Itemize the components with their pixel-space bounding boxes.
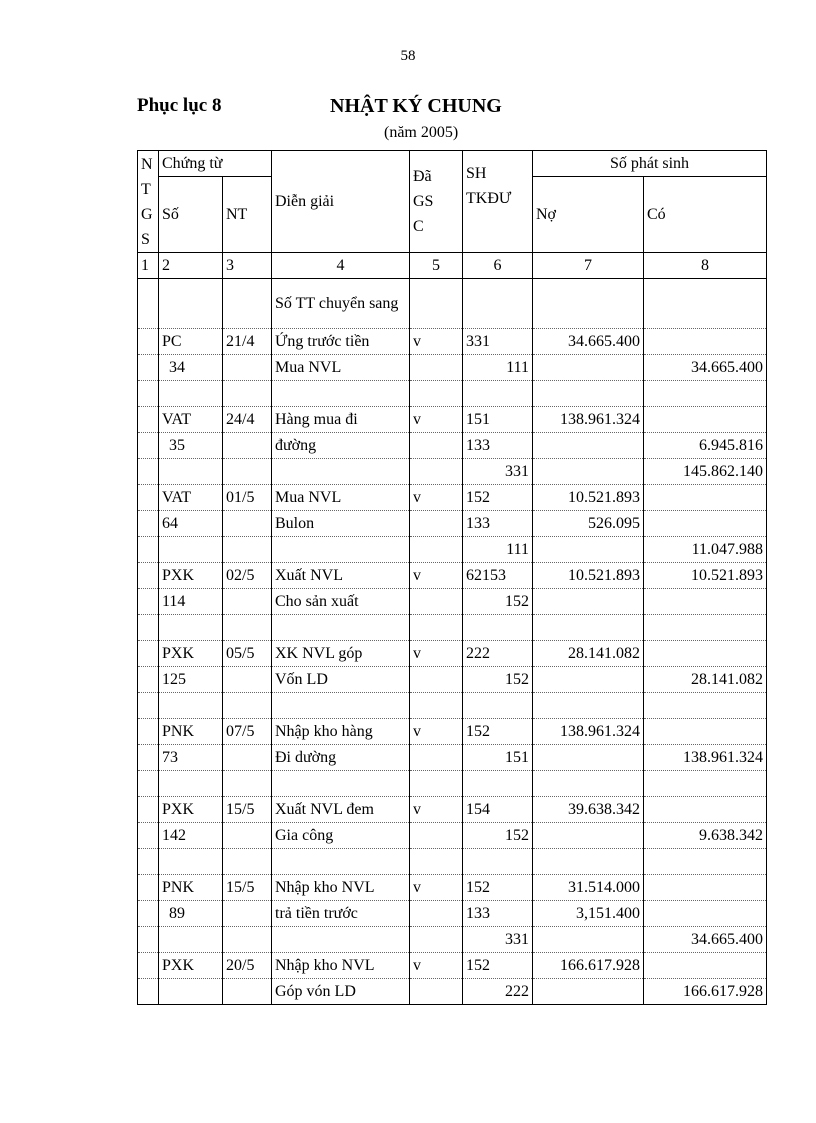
cell-tkdu: 133 bbox=[463, 433, 533, 459]
col-num-8: 8 bbox=[644, 253, 767, 279]
cell-dien-giai bbox=[272, 849, 410, 875]
cell-no: 3,151.400 bbox=[533, 901, 644, 927]
table-row bbox=[138, 485, 767, 511]
cell-ntgs bbox=[138, 537, 159, 563]
cell-no bbox=[533, 667, 644, 693]
cell-co bbox=[644, 901, 767, 927]
page-title: NHẬT KÝ CHUNG bbox=[330, 95, 502, 117]
appendix-label: Phục lục 8 bbox=[137, 95, 222, 116]
cell-dien-giai: Đi dường bbox=[272, 745, 410, 771]
header-ntgs-4: S bbox=[141, 230, 150, 248]
cell-nt bbox=[223, 279, 272, 329]
cell-nt: 20/5 bbox=[223, 953, 272, 979]
cell-dien-giai bbox=[272, 537, 410, 563]
journal-table bbox=[137, 150, 767, 1005]
cell-no bbox=[533, 355, 644, 381]
cell-so bbox=[159, 381, 223, 407]
table-row bbox=[138, 381, 767, 407]
cell-da-gsc bbox=[410, 381, 463, 407]
cell-dien-giai: Nhập kho hàng bbox=[272, 719, 410, 745]
cell-ntgs bbox=[138, 355, 159, 381]
cell-so: VAT bbox=[159, 485, 223, 511]
cell-no: 138.961.324 bbox=[533, 407, 644, 433]
cell-da-gsc bbox=[410, 901, 463, 927]
cell-dien-giai bbox=[272, 459, 410, 485]
cell-nt: 24/4 bbox=[223, 407, 272, 433]
cell-no: 10.521.893 bbox=[533, 485, 644, 511]
cell-no bbox=[533, 537, 644, 563]
cell-tkdu: 152 bbox=[463, 823, 533, 849]
cell-so bbox=[159, 979, 223, 1005]
cell-ntgs bbox=[138, 511, 159, 537]
cell-co: 28.141.082 bbox=[644, 667, 767, 693]
cell-no: 31.514.000 bbox=[533, 875, 644, 901]
cell-no bbox=[533, 979, 644, 1005]
cell-so: PC bbox=[159, 329, 223, 355]
cell-so: PXK bbox=[159, 563, 223, 589]
cell-co: 166.617.928 bbox=[644, 979, 767, 1005]
header-ntgs bbox=[138, 151, 159, 253]
cell-co bbox=[644, 279, 767, 329]
cell-da-gsc: v bbox=[410, 563, 463, 589]
cell-dien-giai bbox=[272, 381, 410, 407]
cell-so: VAT bbox=[159, 407, 223, 433]
cell-tkdu: 151 bbox=[463, 407, 533, 433]
cell-no: 28.141.082 bbox=[533, 641, 644, 667]
cell-da-gsc bbox=[410, 355, 463, 381]
cell-da-gsc: v bbox=[410, 719, 463, 745]
header-da-gsc bbox=[410, 151, 463, 253]
cell-dien-giai: đường bbox=[272, 433, 410, 459]
table-row bbox=[138, 563, 767, 589]
cell-dien-giai: Mua NVL bbox=[272, 355, 410, 381]
cell-tkdu bbox=[463, 279, 533, 329]
header-ntgs-2: T bbox=[141, 180, 151, 198]
cell-dien-giai: Số TT chuyển sang bbox=[272, 279, 410, 329]
cell-co: 34.665.400 bbox=[644, 355, 767, 381]
cell-no bbox=[533, 279, 644, 329]
cell-no bbox=[533, 771, 644, 797]
cell-da-gsc bbox=[410, 589, 463, 615]
cell-dien-giai bbox=[272, 615, 410, 641]
cell-tkdu: 62153 bbox=[463, 563, 533, 589]
cell-tkdu bbox=[463, 615, 533, 641]
cell-nt: 15/5 bbox=[223, 875, 272, 901]
header-sh-tkdu-2: TKĐƯ bbox=[466, 190, 512, 207]
table-row bbox=[138, 719, 767, 745]
cell-so: 142 bbox=[159, 823, 223, 849]
cell-so bbox=[159, 849, 223, 875]
cell-da-gsc bbox=[410, 511, 463, 537]
cell-dien-giai: trả tiền trước bbox=[272, 901, 410, 927]
cell-no: 138.961.324 bbox=[533, 719, 644, 745]
cell-da-gsc bbox=[410, 849, 463, 875]
cell-so: 114 bbox=[159, 589, 223, 615]
cell-so: 125 bbox=[159, 667, 223, 693]
cell-nt bbox=[223, 823, 272, 849]
cell-tkdu: 152 bbox=[463, 875, 533, 901]
cell-da-gsc: v bbox=[410, 797, 463, 823]
cell-da-gsc bbox=[410, 979, 463, 1005]
cell-nt bbox=[223, 433, 272, 459]
cell-nt: 21/4 bbox=[223, 329, 272, 355]
cell-so bbox=[159, 279, 223, 329]
cell-tkdu: 111 bbox=[463, 537, 533, 563]
header-da-gsc-2: GS bbox=[413, 193, 434, 210]
cell-dien-giai: Hàng mua đi bbox=[272, 407, 410, 433]
cell-so: 34 bbox=[159, 355, 223, 381]
cell-dien-giai: Mua NVL bbox=[272, 485, 410, 511]
cell-tkdu: 111 bbox=[463, 355, 533, 381]
cell-ntgs bbox=[138, 719, 159, 745]
cell-nt: 15/5 bbox=[223, 797, 272, 823]
table-row bbox=[138, 511, 767, 537]
cell-da-gsc bbox=[410, 279, 463, 329]
table-row bbox=[138, 797, 767, 823]
cell-ntgs bbox=[138, 485, 159, 511]
cell-co: 6.945.816 bbox=[644, 433, 767, 459]
cell-so: PXK bbox=[159, 641, 223, 667]
cell-tkdu: 152 bbox=[463, 667, 533, 693]
cell-co bbox=[644, 849, 767, 875]
cell-da-gsc: v bbox=[410, 875, 463, 901]
cell-da-gsc bbox=[410, 459, 463, 485]
cell-no bbox=[533, 459, 644, 485]
cell-co bbox=[644, 381, 767, 407]
header-dien-giai: Diễn giải bbox=[272, 151, 410, 253]
cell-dien-giai: Góp vón LD bbox=[272, 979, 410, 1005]
cell-no bbox=[533, 589, 644, 615]
cell-dien-giai: Xuất NVL bbox=[272, 563, 410, 589]
cell-tkdu bbox=[463, 849, 533, 875]
cell-da-gsc: v bbox=[410, 407, 463, 433]
cell-nt: 01/5 bbox=[223, 485, 272, 511]
cell-nt: 05/5 bbox=[223, 641, 272, 667]
cell-da-gsc bbox=[410, 927, 463, 953]
cell-ntgs bbox=[138, 849, 159, 875]
cell-no bbox=[533, 745, 644, 771]
cell-no: 526.095 bbox=[533, 511, 644, 537]
cell-dien-giai bbox=[272, 771, 410, 797]
cell-tkdu bbox=[463, 381, 533, 407]
cell-no: 10.521.893 bbox=[533, 563, 644, 589]
cell-nt: 07/5 bbox=[223, 719, 272, 745]
col-num-7: 7 bbox=[533, 253, 644, 279]
cell-ntgs bbox=[138, 979, 159, 1005]
table-row bbox=[138, 279, 767, 329]
cell-tkdu bbox=[463, 693, 533, 719]
cell-dien-giai: XK NVL góp bbox=[272, 641, 410, 667]
cell-ntgs bbox=[138, 797, 159, 823]
cell-so: PXK bbox=[159, 797, 223, 823]
table-row bbox=[138, 641, 767, 667]
cell-nt bbox=[223, 901, 272, 927]
header-ntgs-1: N bbox=[141, 155, 153, 173]
table-row bbox=[138, 771, 767, 797]
cell-nt bbox=[223, 771, 272, 797]
cell-co: 9.638.342 bbox=[644, 823, 767, 849]
cell-dien-giai: Gia công bbox=[272, 823, 410, 849]
cell-da-gsc bbox=[410, 771, 463, 797]
cell-co bbox=[644, 329, 767, 355]
cell-ntgs bbox=[138, 693, 159, 719]
cell-so: PNK bbox=[159, 719, 223, 745]
cell-co: 11.047.988 bbox=[644, 537, 767, 563]
cell-ntgs bbox=[138, 927, 159, 953]
header-sh-tkdu bbox=[463, 151, 533, 253]
table-row bbox=[138, 433, 767, 459]
cell-co: 34.665.400 bbox=[644, 927, 767, 953]
cell-no bbox=[533, 693, 644, 719]
cell-so: PNK bbox=[159, 875, 223, 901]
header-row-1 bbox=[138, 151, 767, 177]
cell-tkdu: 222 bbox=[463, 641, 533, 667]
cell-no: 39.638.342 bbox=[533, 797, 644, 823]
cell-dien-giai: Bulon bbox=[272, 511, 410, 537]
cell-no bbox=[533, 433, 644, 459]
cell-da-gsc bbox=[410, 615, 463, 641]
cell-nt bbox=[223, 979, 272, 1005]
table-row bbox=[138, 407, 767, 433]
table-row bbox=[138, 875, 767, 901]
cell-tkdu: 154 bbox=[463, 797, 533, 823]
header-chung-tu: Chứng từ bbox=[159, 151, 272, 177]
cell-da-gsc bbox=[410, 823, 463, 849]
cell-co bbox=[644, 641, 767, 667]
cell-no bbox=[533, 927, 644, 953]
cell-tkdu: 152 bbox=[463, 589, 533, 615]
header-no: Nợ bbox=[533, 177, 644, 253]
cell-ntgs bbox=[138, 953, 159, 979]
cell-tkdu: 152 bbox=[463, 485, 533, 511]
col-num-1: 1 bbox=[138, 253, 159, 279]
cell-da-gsc bbox=[410, 667, 463, 693]
cell-co: 10.521.893 bbox=[644, 563, 767, 589]
col-num-4: 4 bbox=[272, 253, 410, 279]
header-da-gsc-1: Đã bbox=[413, 168, 432, 185]
cell-so bbox=[159, 459, 223, 485]
cell-ntgs bbox=[138, 901, 159, 927]
cell-dien-giai: Cho sản xuất bbox=[272, 589, 410, 615]
cell-da-gsc bbox=[410, 693, 463, 719]
cell-no bbox=[533, 615, 644, 641]
cell-dien-giai: Vốn LD bbox=[272, 667, 410, 693]
table-row bbox=[138, 849, 767, 875]
cell-tkdu: 331 bbox=[463, 459, 533, 485]
page-subtitle: (năm 2005) bbox=[384, 124, 459, 141]
table-row bbox=[138, 927, 767, 953]
header-so-phat-sinh: Số phát sinh bbox=[533, 151, 767, 177]
header-nt: NT bbox=[223, 177, 272, 253]
cell-dien-giai: Nhập kho NVL bbox=[272, 953, 410, 979]
cell-tkdu: 331 bbox=[463, 329, 533, 355]
cell-nt bbox=[223, 511, 272, 537]
cell-no bbox=[533, 849, 644, 875]
table-row bbox=[138, 823, 767, 849]
cell-da-gsc: v bbox=[410, 953, 463, 979]
cell-ntgs bbox=[138, 381, 159, 407]
cell-ntgs bbox=[138, 667, 159, 693]
cell-da-gsc: v bbox=[410, 485, 463, 511]
table-row bbox=[138, 693, 767, 719]
cell-tkdu: 152 bbox=[463, 953, 533, 979]
cell-ntgs bbox=[138, 329, 159, 355]
table-row bbox=[138, 979, 767, 1005]
table-row bbox=[138, 615, 767, 641]
cell-nt bbox=[223, 927, 272, 953]
page-number: 58 bbox=[400, 48, 416, 64]
cell-no bbox=[533, 381, 644, 407]
header-ntgs-3: G bbox=[141, 205, 153, 223]
cell-co bbox=[644, 589, 767, 615]
col-num-6: 6 bbox=[463, 253, 533, 279]
cell-ntgs bbox=[138, 875, 159, 901]
cell-ntgs bbox=[138, 459, 159, 485]
cell-nt bbox=[223, 849, 272, 875]
cell-tkdu: 152 bbox=[463, 719, 533, 745]
cell-co: 138.961.324 bbox=[644, 745, 767, 771]
col-num-3: 3 bbox=[223, 253, 272, 279]
cell-so: PXK bbox=[159, 953, 223, 979]
cell-no: 166.617.928 bbox=[533, 953, 644, 979]
cell-ntgs bbox=[138, 433, 159, 459]
cell-so bbox=[159, 927, 223, 953]
cell-nt bbox=[223, 615, 272, 641]
cell-nt bbox=[223, 693, 272, 719]
cell-tkdu: 331 bbox=[463, 927, 533, 953]
cell-so bbox=[159, 537, 223, 563]
table-row bbox=[138, 355, 767, 381]
cell-no: 34.665.400 bbox=[533, 329, 644, 355]
cell-dien-giai: Nhập kho NVL bbox=[272, 875, 410, 901]
cell-ntgs bbox=[138, 589, 159, 615]
cell-co bbox=[644, 953, 767, 979]
table-row bbox=[138, 667, 767, 693]
col-num-5: 5 bbox=[410, 253, 463, 279]
cell-so: 89 bbox=[159, 901, 223, 927]
cell-nt bbox=[223, 355, 272, 381]
table-row bbox=[138, 953, 767, 979]
cell-da-gsc: v bbox=[410, 641, 463, 667]
cell-nt: 02/5 bbox=[223, 563, 272, 589]
cell-tkdu: 133 bbox=[463, 511, 533, 537]
cell-co bbox=[644, 511, 767, 537]
column-number-row bbox=[138, 253, 767, 279]
cell-tkdu: 151 bbox=[463, 745, 533, 771]
cell-nt bbox=[223, 459, 272, 485]
cell-so bbox=[159, 693, 223, 719]
cell-co bbox=[644, 875, 767, 901]
cell-so bbox=[159, 615, 223, 641]
table-row bbox=[138, 589, 767, 615]
cell-nt bbox=[223, 537, 272, 563]
cell-da-gsc: v bbox=[410, 329, 463, 355]
cell-so bbox=[159, 771, 223, 797]
cell-co bbox=[644, 797, 767, 823]
cell-co bbox=[644, 719, 767, 745]
cell-co bbox=[644, 407, 767, 433]
cell-co bbox=[644, 615, 767, 641]
table-row bbox=[138, 745, 767, 771]
cell-co: 145.862.140 bbox=[644, 459, 767, 485]
header-co: Có bbox=[644, 177, 767, 253]
cell-dien-giai bbox=[272, 927, 410, 953]
cell-nt bbox=[223, 667, 272, 693]
cell-tkdu: 133 bbox=[463, 901, 533, 927]
header-sh-tkdu-1: SH bbox=[466, 165, 487, 182]
cell-ntgs bbox=[138, 823, 159, 849]
cell-da-gsc bbox=[410, 433, 463, 459]
cell-nt bbox=[223, 381, 272, 407]
cell-ntgs bbox=[138, 615, 159, 641]
cell-nt bbox=[223, 745, 272, 771]
cell-co bbox=[644, 485, 767, 511]
cell-no bbox=[533, 823, 644, 849]
cell-ntgs bbox=[138, 279, 159, 329]
table-row bbox=[138, 901, 767, 927]
col-num-2: 2 bbox=[159, 253, 223, 279]
cell-tkdu bbox=[463, 771, 533, 797]
table-row bbox=[138, 537, 767, 563]
cell-co bbox=[644, 693, 767, 719]
cell-ntgs bbox=[138, 407, 159, 433]
cell-ntgs bbox=[138, 771, 159, 797]
cell-dien-giai bbox=[272, 693, 410, 719]
journal-body bbox=[138, 151, 767, 1005]
cell-co bbox=[644, 771, 767, 797]
cell-ntgs bbox=[138, 641, 159, 667]
cell-ntgs bbox=[138, 745, 159, 771]
cell-da-gsc bbox=[410, 537, 463, 563]
cell-dien-giai: Ứng trước tiền bbox=[272, 329, 410, 355]
cell-so: 73 bbox=[159, 745, 223, 771]
cell-nt bbox=[223, 589, 272, 615]
cell-so: 35 bbox=[159, 433, 223, 459]
cell-ntgs bbox=[138, 563, 159, 589]
cell-tkdu: 222 bbox=[463, 979, 533, 1005]
table-row bbox=[138, 459, 767, 485]
cell-so: 64 bbox=[159, 511, 223, 537]
cell-dien-giai: Xuất NVL đem bbox=[272, 797, 410, 823]
header-so: Số bbox=[159, 177, 223, 253]
cell-da-gsc bbox=[410, 745, 463, 771]
header-da-gsc-3: C bbox=[413, 218, 424, 235]
table-row bbox=[138, 329, 767, 355]
